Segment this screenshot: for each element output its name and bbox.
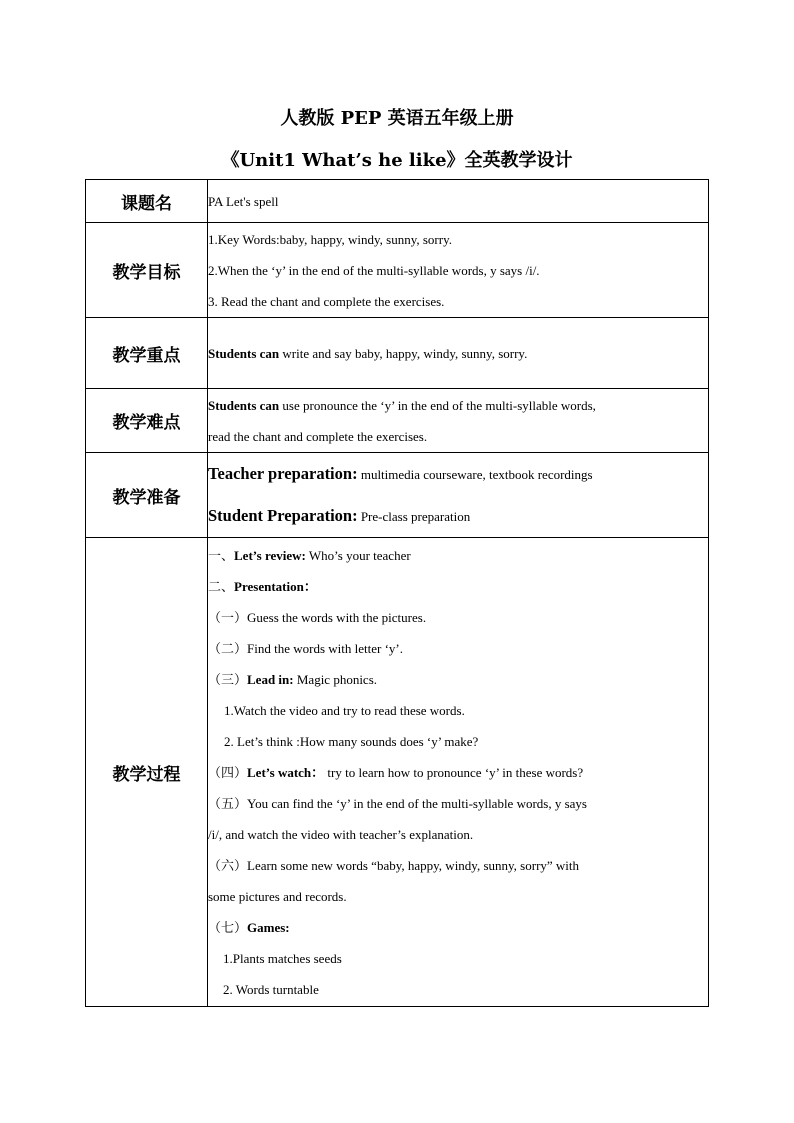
table-row-topic: [86, 180, 709, 223]
objective-line: 2.When the ‘y’ in the end of the multi-syllable words, y says /i/.: [208, 262, 540, 278]
difficulties-label: 教学难点: [86, 389, 208, 453]
process-cell: [208, 538, 709, 1007]
key-points-cell: [208, 318, 709, 389]
teacher-preparation-text: multimedia courseware, textbook recordings: [357, 467, 593, 482]
process-line: [208, 664, 708, 695]
preparation-cell: [208, 453, 709, 538]
process-line: [208, 757, 708, 788]
topic-text: PA Let's spell: [208, 193, 279, 209]
table-row-objectives: [86, 223, 709, 318]
process-heading: Games:: [247, 919, 290, 935]
objective-line: 3. Read the chant and complete the exercises.: [208, 293, 445, 309]
process-line: [208, 912, 708, 943]
document-title: 人教版 PEP 英语五年级上册: [280, 108, 514, 129]
student-preparation-text: Pre-class preparation: [357, 509, 471, 524]
topic-cell: [208, 180, 709, 223]
table-row-preparation: [86, 453, 709, 538]
process-prefix: 一、: [208, 547, 235, 563]
process-prefix: （七）: [208, 919, 248, 935]
process-prefix: （三）: [208, 671, 248, 687]
table-row-difficulties: [86, 389, 709, 453]
process-line: [208, 571, 708, 602]
key-points-body: write and say baby, happy, windy, sunny, sorry.: [279, 345, 528, 361]
process-line: （五）You can find the ‘y’ in the end of the multi-syllable words, y says: [208, 795, 587, 811]
process-line: /i/, and watch the video with teacher’s explanation.: [208, 826, 474, 842]
difficulties-body: use pronounce the ‘y’ in the end of the multi-syllable words,: [279, 397, 596, 413]
table-row-process: [86, 538, 709, 1007]
process-line: 1.Plants matches seeds: [223, 950, 342, 966]
process-line: 1.Watch the video and try to read these words.: [224, 702, 465, 718]
process-text: try to learn how to pronounce ‘y’ in these words?: [324, 764, 584, 780]
process-heading: Presentation：: [234, 578, 317, 594]
process-line: （二）Find the words with letter ‘y’.: [208, 640, 403, 656]
table-row-key-points: [86, 318, 709, 389]
process-line: 2. Let’s think :How many sounds does ‘y’ make?: [224, 733, 479, 749]
key-points-text: [208, 338, 708, 369]
key-points-lead: Students can: [208, 345, 280, 361]
difficulties-line: read the chant and complete the exercises.: [208, 428, 428, 444]
teacher-preparation-lead: Teacher preparation:: [208, 464, 358, 483]
process-prefix: 二、: [208, 578, 235, 594]
difficulties-line: [208, 390, 708, 421]
document-subtitle: 《Unit1 What’s he like》全英教学设计: [221, 150, 573, 171]
key-points-label: 教学重点: [86, 318, 208, 389]
process-heading: Let’s watch：: [247, 764, 325, 780]
preparation-label: 教学准备: [86, 453, 208, 538]
difficulties-lead: Students can: [208, 397, 280, 413]
lesson-plan-table: [85, 179, 709, 1007]
student-preparation: [208, 495, 708, 537]
objective-line: 1.Key Words:baby, happy, windy, sunny, sorry.: [208, 231, 452, 247]
process-heading: Let’s review:: [234, 547, 306, 563]
process-text: Magic phonics.: [293, 671, 378, 687]
process-line: [208, 540, 708, 571]
process-line: some pictures and records.: [208, 888, 347, 904]
topic-label: 课题名: [86, 180, 208, 223]
difficulties-cell: [208, 389, 709, 453]
process-line: （一）Guess the words with the pictures.: [208, 609, 427, 625]
student-preparation-lead: Student Preparation:: [208, 506, 358, 525]
process-line: 2. Words turntable: [223, 981, 319, 997]
process-line: （六）Learn some new words “baby, happy, windy, sunny, sorry” with: [208, 857, 580, 873]
objectives-cell: [208, 223, 709, 318]
process-prefix: （四）: [208, 764, 248, 780]
teacher-preparation: [208, 453, 708, 495]
objectives-label: 教学目标: [86, 223, 208, 318]
process-text: Who’s your teacher: [305, 547, 411, 563]
process-heading: Lead in:: [247, 671, 294, 687]
process-label: 教学过程: [86, 538, 208, 1007]
